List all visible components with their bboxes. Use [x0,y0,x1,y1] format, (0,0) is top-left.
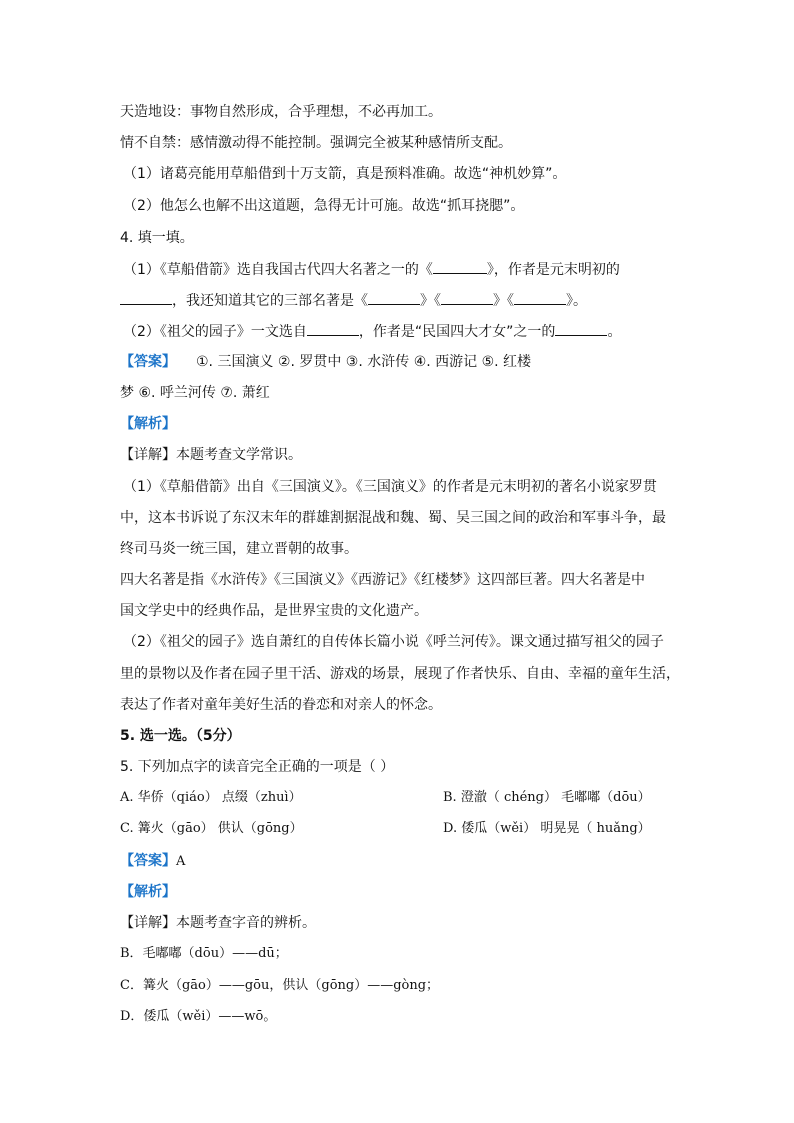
explanation-4-line: 四大名著是指《水浒传》《三国演义》《西游记》《红楼梦》这四部巨著。四大名著是中 [120,572,645,588]
option-b: B. 澄澈（ chéng） 毛嘟嘟（dōu） [443,790,651,805]
question-text: ，我还知道其它的三部名著是《 [172,293,368,309]
option-c: C. 篝火（gāo） 供认（gōng） [120,821,303,836]
option-a: A. 华侨（qiáo） 点缀（zhuì） [120,790,302,805]
question-4-part1-line2 [120,290,587,310]
explanation-4-line: 终司马炎一统三国，建立晋朝的故事。 [120,541,358,557]
explanation-5-d: D．倭瓜（wěi）——wō。 [120,1009,277,1024]
question-text: （2）《祖父的园子》一文选自 [123,324,307,340]
explanation-5-b: B．毛嘟嘟（dōu）——dū； [120,946,288,961]
fill-blank [307,321,359,336]
question-text: 》。 [566,293,587,309]
definition-tianzaodishe: 天造地设：事物自然形成，合乎理想，不必再加工。 [120,104,442,120]
fill-blank [441,290,493,305]
answer-4-line2: 梦 ⑥. 呼兰河传 ⑦. 萧红 [120,385,270,401]
question-4-part1-line1 [123,259,620,279]
answer-text: ①. 三国演义 ②. 罗贯中 ③. 水浒传 ④. 西游记 ⑤. 红楼 [196,354,532,370]
definition-qingbuzijin: 情不自禁：感情激动得不能控制。强调完全被某种感情所支配。 [120,135,512,151]
question-text: （1）《草船借箭》选自我国古代四大名著之一的《 [123,262,433,278]
detail-5: 【详解】本题考查字音的辨析。 [120,915,316,931]
question-text: ，作者是“民国四大才女”之一的 [358,324,556,340]
detail-4: 【详解】本题考查文学常识。 [120,447,302,463]
question-text: 》《 [493,293,514,309]
explanation-4-line: 国文学史中的经典作品，是世界宝贵的文化遗产。 [120,603,428,619]
explanation-4-line: （1）《草船借箭》出自《三国演义》。《三国演义》的作者是元末明初的著名小说家罗贯 [123,479,657,495]
analysis-tag: 【解析】 [120,416,176,432]
question-text: 》，作者是元末明初的 [486,262,620,278]
option-d: D. 倭瓜（wěi） 明晃晃（ huǎng） [443,821,651,836]
fill-blank [368,290,420,305]
section-5-title: 5. 选一选。（5分） [120,728,241,744]
answer-5 [120,851,185,871]
fill-blank [120,290,172,305]
analysis-tag: 【解析】 [120,884,176,900]
answer-4-line1 [120,352,531,372]
question-4-part2 [123,321,621,341]
explanation-line: （1）诸葛亮能用草船借到十万支箭，真是预料准确。故选“神机妙算”。 [123,166,567,182]
answer-tag: 【答案】 [120,853,176,869]
fill-blank [433,259,487,274]
fill-blank [514,290,566,305]
question-text: 。 [607,324,622,340]
explanation-5-c: C．篝火（gāo）——gōu，供认（gōng）——gòng； [120,978,440,993]
explanation-4-line: （2）《祖父的园子》选自萧红的自传体长篇小说《呼兰河传》。课文通过描写祖父的园子 [123,634,664,650]
fill-blank [555,321,607,336]
explanation-4-line: 里的景物以及作者在园子里干活、游戏的场景，展现了作者快乐、自由、幸福的童年生活， [120,666,680,682]
question-text: 》《 [420,293,441,309]
question-4-title: 4. 填一填。 [120,230,194,246]
explanation-4-line: 中，这本书诉说了东汉末年的群雄割据混战和魏、蜀、吴三国之间的政治和军事斗争，最 [120,510,666,526]
question-5-stem: 5. 下列加点字的读音完全正确的一项是（ ） [120,759,395,775]
answer-tag: 【答案】 [120,354,176,370]
explanation-line: （2）他怎么也解不出这道题，急得无计可施。故选“抓耳挠腮”。 [123,198,525,214]
answer-text: A [176,854,186,869]
explanation-4-line: 表达了作者对童年美好生活的眷恋和对亲人的怀念。 [120,697,442,713]
